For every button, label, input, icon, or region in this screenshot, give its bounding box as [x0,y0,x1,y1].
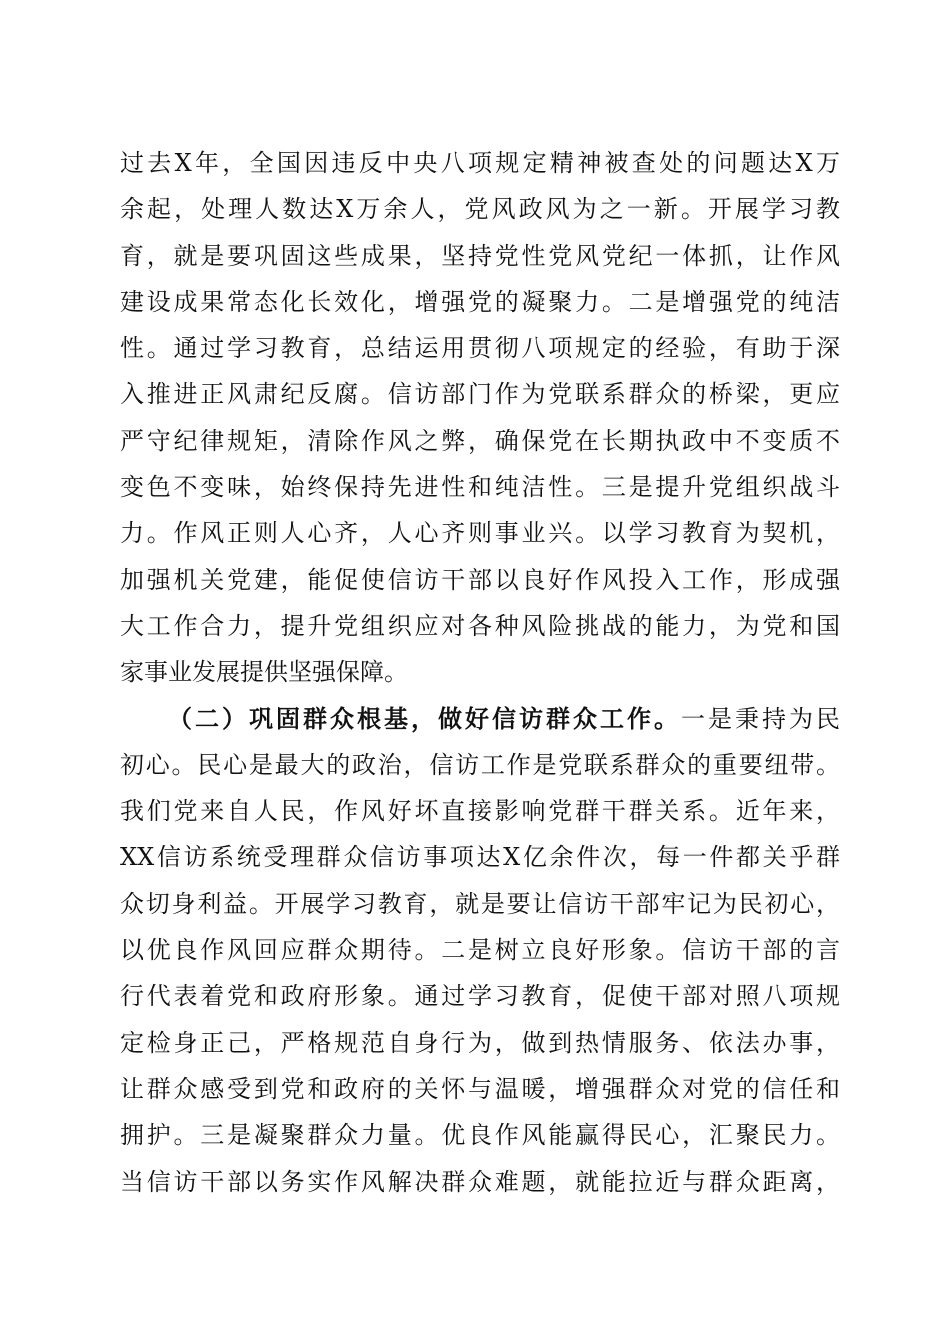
text-line: XX信访系统受理群众信访事项达X亿余件次，每一件都关乎群 [120,843,840,872]
text-line: 余起，处理人数达X万余人，党风政风为之一新。开展学习教 [120,195,840,224]
text-line: 性。通过学习教育，总结运用贯彻八项规定的经验，有助于深 [120,334,840,363]
text-line: 严守纪律规矩，清除作风之弊，确保党在长期执政中不变质不 [120,426,840,455]
body-text [120,140,840,1205]
text-line: 育，就是要巩固这些成果，坚持党性党风党纪一体抓，让作风 [120,241,840,270]
text-line: 定检身正己，严格规范自身行为，做到热情服务、依法办事， [120,1028,840,1057]
text-line: 大工作合力，提升党组织应对各种风险挑战的能力，为党和国 [120,611,840,640]
text-line: 过去X年，全国因违反中央八项规定精神被查处的问题达X万 [120,149,840,177]
text-line: 行代表着党和政府形象。通过学习教育，促使干部对照八项规 [120,982,840,1011]
section-heading: （二）巩固群众根基，做好信访群众工作。 [168,703,681,733]
text-line: 初心。民心是最大的政治，信访工作是党联系群众的重要纽带。 [120,750,840,779]
text-line: 我们党来自人民，作风好坏直接影响党群干群关系。近年来， [120,797,840,826]
text-line: 众切身利益。开展学习教育，就是要让信访干部牢记为民初心， [120,889,840,918]
text-line: 当信访干部以务实作风解决群众难题，就能拉近与群众距离， [120,1167,840,1196]
text-line: 让群众感受到党和政府的关怀与温暖，增强群众对党的信任和 [120,1074,840,1103]
paragraph-1 [120,140,840,696]
text-line: 以优良作风回应群众期待。二是树立良好形象。信访干部的言 [120,936,840,965]
text-line: 建设成果常态化长效化，增强党的凝聚力。二是增强党的纯洁 [120,287,840,316]
text-line: 变色不变味，始终保持先进性和纯洁性。三是提升党组织战斗 [120,473,840,502]
text-line: 力。作风正则人心齐，人心齐则事业兴。以学习教育为契机， [120,519,840,548]
text-line: 拥护。三是凝聚群众力量。优良作风能赢得民心，汇聚民力。 [120,1121,840,1150]
paragraph-2 [120,696,840,1205]
heading-line-rest: 一是秉持为民 [681,704,840,733]
text-line: 加强机关党建，能促使信访干部以良好作风投入工作，形成强 [120,565,840,594]
text-line: 入推进正风肃纪反腐。信访部门作为党联系群众的桥梁，更应 [120,380,840,409]
text-line: 家事业发展提供坚强保障。 [120,658,408,687]
text-line [120,696,840,742]
